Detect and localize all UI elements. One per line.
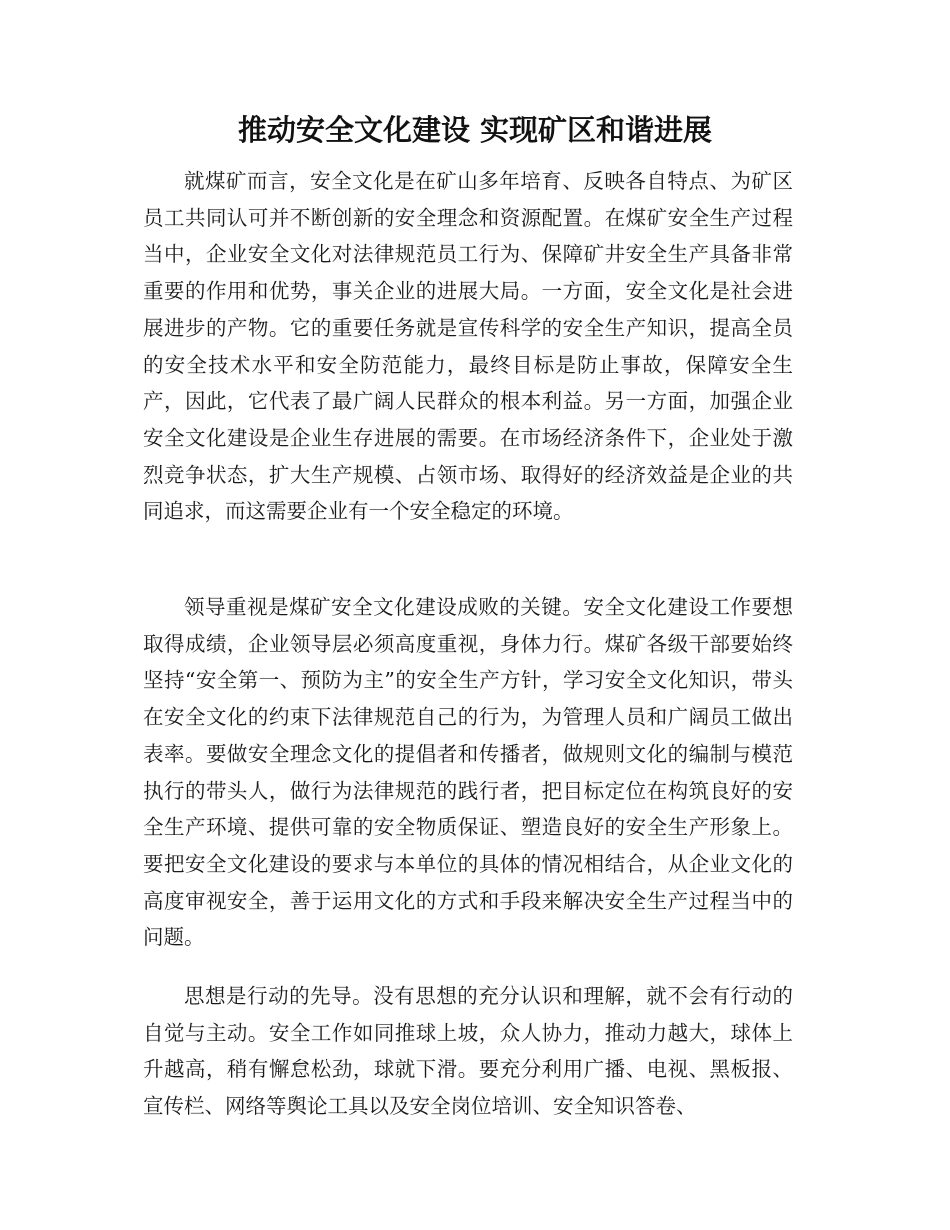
paragraph-1: 就煤矿而言，安全文化是在矿山多年培育、反映各自特点、为矿区员工共同认可并不断创新的安全理念和资源配置。在煤矿安全生产过程当中，企业安全文化对法律规范员工行为、保障矿井安全生产具备非常重要的作用和优势，事关企业的进展大局。一方面，安全文化是社会进展进步的产物。它的重要任务就是宣传科学的安全生产知识，提高全员的安全技术水平和安全防范能力，最终目标是防止事故，保障安全生产，因此，它代表了最广阔人民群众的根本利益。另一方面，加强企业安全文化建设是企业生存进展的需要。在市场经济条件下，企业处于激烈竞争状态，扩大生产规模、占领市场、取得好的经济效益是企业的共同追求，而这需要企业有一个安全稳定的环境。 [143, 169, 793, 524]
paragraph-3: 思想是行动的先导。没有思想的充分认识和理解，就不会有行动的自觉与主动。安全工作如同推球上坡，众人协力，推动力越大，球体上升越高，稍有懈怠松劲，球就下滑。要充分利用广播、电视、黑板报、宣传栏、网络等舆论工具以及安全岗位培训、安全知识答卷、 [143, 984, 793, 1119]
paragraph-1-block [143, 163, 793, 530]
paragraph-2-block [143, 589, 793, 956]
paragraph-3-block [143, 978, 793, 1125]
document-title: 推动安全文化建设 实现矿区和谐进展 [237, 113, 713, 147]
paragraph-2: 领导重视是煤矿安全文化建设成败的关键。安全文化建设工作要想取得成绩，企业领导层必须高度重视，身体力行。煤矿各级干部要始终坚持“安全第一、预防为主”的安全生产方针，学习安全文化知识，带头在安全文化的约束下法律规范自己的行为，为管理人员和广阔员工做出表率。要做安全理念文化的提倡者和传播者，做规则文化的编制与模范执行的带头人，做行为法律规范的践行者，把目标定位在构筑良好的安全生产环境、提供可靠的安全物质保证、塑造良好的安全生产形象上。要把安全文化建设的要求与本单位的具体的情况相结合，从企业文化的高度审视安全，善于运用文化的方式和手段来解决安全生产过程当中的问题。 [143, 595, 793, 950]
